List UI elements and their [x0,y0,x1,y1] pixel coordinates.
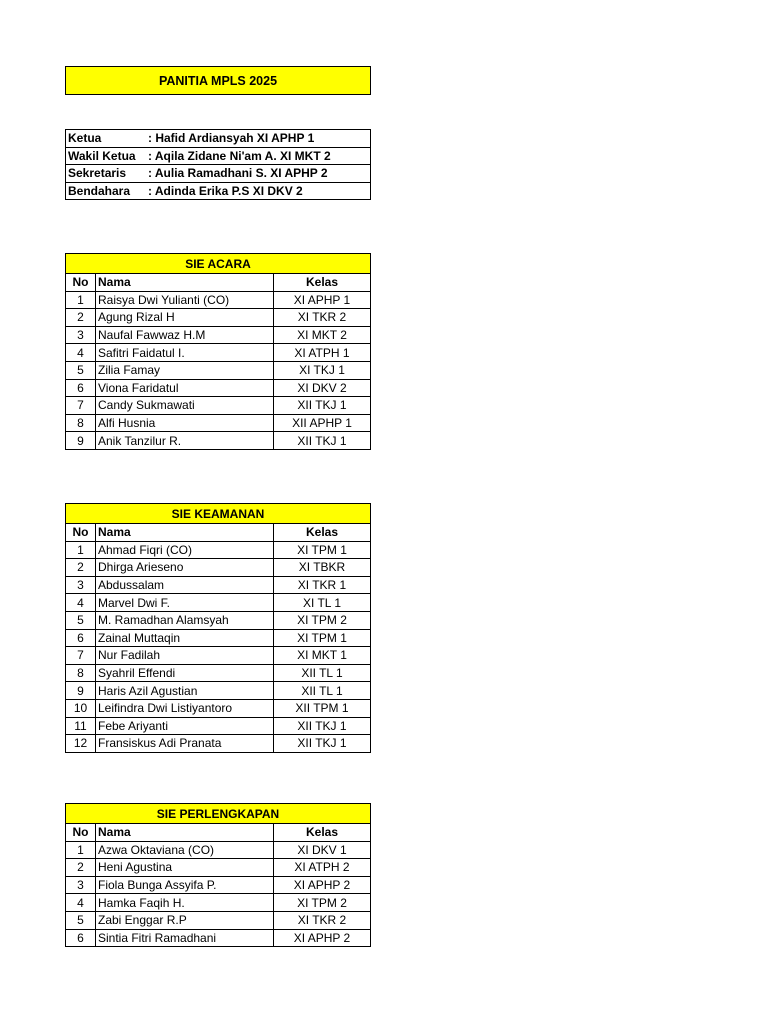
cell-no: 1 [66,291,96,309]
cell-nama: Safitri Faidatul I. [96,344,274,362]
cell-kelas: XI MKT 1 [274,647,371,665]
table-row [66,699,371,717]
table-row [66,647,371,665]
cell-kelas: XI ATPH 2 [274,859,371,877]
column-header-kelas: Kelas [274,824,371,842]
cell-nama: Anik Tanzilur R. [96,432,274,450]
cell-no: 2 [66,309,96,327]
cell-no: 5 [66,911,96,929]
cell-no: 8 [66,414,96,432]
cell-kelas: XI TKR 2 [274,911,371,929]
cell-kelas: XI TL 1 [274,594,371,612]
cell-kelas: XII TKJ 1 [274,717,371,735]
table-row [66,841,371,859]
cell-no: 3 [66,876,96,894]
cell-no: 3 [66,576,96,594]
cell-kelas: XII TKJ 1 [274,397,371,415]
table-row [66,859,371,877]
table-row [66,911,371,929]
page-title: PANITIA MPLS 2025 [65,66,371,95]
cell-kelas: XII TKJ 1 [274,432,371,450]
cell-kelas: XI APHP 2 [274,929,371,947]
cell-nama: Heni Agustina [96,859,274,877]
sie-perlengkapan-table [65,803,371,947]
officer-row [66,165,371,183]
cell-no: 9 [66,432,96,450]
officer-value: : Aqila Zidane Ni'am A. XI MKT 2 [148,147,371,165]
cell-nama: Naufal Fawwaz H.M [96,326,274,344]
cell-kelas: XI TKR 2 [274,309,371,327]
table-row [66,559,371,577]
table-row [66,717,371,735]
cell-kelas: XI DKV 2 [274,379,371,397]
cell-no: 2 [66,859,96,877]
sie-acara-table [65,253,371,450]
cell-no: 4 [66,344,96,362]
cell-kelas: XII APHP 1 [274,414,371,432]
cell-nama: Fiola Bunga Assyifa P. [96,876,274,894]
table-row [66,309,371,327]
cell-kelas: XI TKR 1 [274,576,371,594]
cell-nama: Nur Fadilah [96,647,274,665]
cell-nama: Agung Rizal H [96,309,274,327]
table-row [66,397,371,415]
cell-kelas: XII TPM 1 [274,699,371,717]
cell-kelas: XII TKJ 1 [274,735,371,753]
cell-no: 5 [66,361,96,379]
cell-kelas: XI TBKR [274,559,371,577]
table-row [66,379,371,397]
cell-kelas: XI MKT 2 [274,326,371,344]
cell-no: 4 [66,594,96,612]
cell-no: 9 [66,682,96,700]
officer-role: Wakil Ketua [66,147,149,165]
cell-nama: Febe Ariyanti [96,717,274,735]
cell-nama: M. Ramadhan Alamsyah [96,611,274,629]
column-header-kelas: Kelas [274,274,371,292]
table-row [66,326,371,344]
column-header-no: No [66,524,96,542]
cell-nama: Sintia Fitri Ramadhani [96,929,274,947]
column-header-kelas: Kelas [274,524,371,542]
cell-no: 1 [66,841,96,859]
cell-kelas: XI TPM 1 [274,629,371,647]
officers-table [65,129,371,200]
cell-no: 7 [66,647,96,665]
table-row [66,361,371,379]
officer-row [66,182,371,200]
table-row [66,894,371,912]
cell-nama: Alfi Husnia [96,414,274,432]
cell-kelas: XI TPM 2 [274,611,371,629]
cell-nama: Zainal Muttaqin [96,629,274,647]
officer-role: Sekretaris [66,165,149,183]
cell-no: 6 [66,629,96,647]
officer-row [66,147,371,165]
cell-nama: Candy Sukmawati [96,397,274,415]
cell-kelas: XII TL 1 [274,682,371,700]
cell-nama: Zilia Famay [96,361,274,379]
section-title: SIE PERLENGKAPAN [66,804,371,824]
cell-nama: Fransiskus Adi Pranata [96,735,274,753]
column-header-no: No [66,824,96,842]
column-header-nama: Nama [96,824,274,842]
table-row [66,291,371,309]
table-row [66,629,371,647]
cell-no: 3 [66,326,96,344]
table-row [66,876,371,894]
cell-kelas: XI DKV 1 [274,841,371,859]
cell-nama: Zabi Enggar R.P [96,911,274,929]
table-row [66,541,371,559]
cell-nama: Dhirga Arieseno [96,559,274,577]
cell-nama: Raisya Dwi Yulianti (CO) [96,291,274,309]
officer-row [66,130,371,148]
cell-nama: Ahmad Fiqri (CO) [96,541,274,559]
cell-kelas: XI TPM 1 [274,541,371,559]
table-row [66,611,371,629]
cell-nama: Marvel Dwi F. [96,594,274,612]
column-header-no: No [66,274,96,292]
cell-no: 11 [66,717,96,735]
column-header-nama: Nama [96,524,274,542]
cell-nama: Leifindra Dwi Listiyantoro [96,699,274,717]
officer-role: Bendahara [66,182,149,200]
cell-no: 6 [66,379,96,397]
officer-value: : Aulia Ramadhani S. XI APHP 2 [148,165,371,183]
cell-no: 2 [66,559,96,577]
column-header-nama: Nama [96,274,274,292]
cell-no: 8 [66,664,96,682]
table-row [66,414,371,432]
table-row [66,664,371,682]
cell-nama: Haris Azil Agustian [96,682,274,700]
cell-no: 12 [66,735,96,753]
cell-no: 10 [66,699,96,717]
cell-no: 4 [66,894,96,912]
officer-role: Ketua [66,130,149,148]
cell-kelas: XI TKJ 1 [274,361,371,379]
cell-kelas: XI APHP 1 [274,291,371,309]
sie-keamanan-table [65,503,371,753]
officer-value: : Hafid Ardiansyah XI APHP 1 [148,130,371,148]
cell-kelas: XI TPM 2 [274,894,371,912]
table-row [66,682,371,700]
cell-no: 1 [66,541,96,559]
table-row [66,735,371,753]
section-title: SIE ACARA [66,254,371,274]
cell-nama: Syahril Effendi [96,664,274,682]
table-row [66,432,371,450]
table-row [66,344,371,362]
cell-nama: Hamka Faqih H. [96,894,274,912]
cell-kelas: XI APHP 2 [274,876,371,894]
table-row [66,594,371,612]
table-row [66,576,371,594]
cell-no: 6 [66,929,96,947]
section-title: SIE KEAMANAN [66,504,371,524]
officer-value: : Adinda Erika P.S XI DKV 2 [148,182,371,200]
cell-nama: Viona Faridatul [96,379,274,397]
cell-no: 7 [66,397,96,415]
cell-no: 5 [66,611,96,629]
table-row [66,929,371,947]
cell-nama: Abdussalam [96,576,274,594]
cell-kelas: XII TL 1 [274,664,371,682]
cell-kelas: XI ATPH 1 [274,344,371,362]
cell-nama: Azwa Oktaviana (CO) [96,841,274,859]
